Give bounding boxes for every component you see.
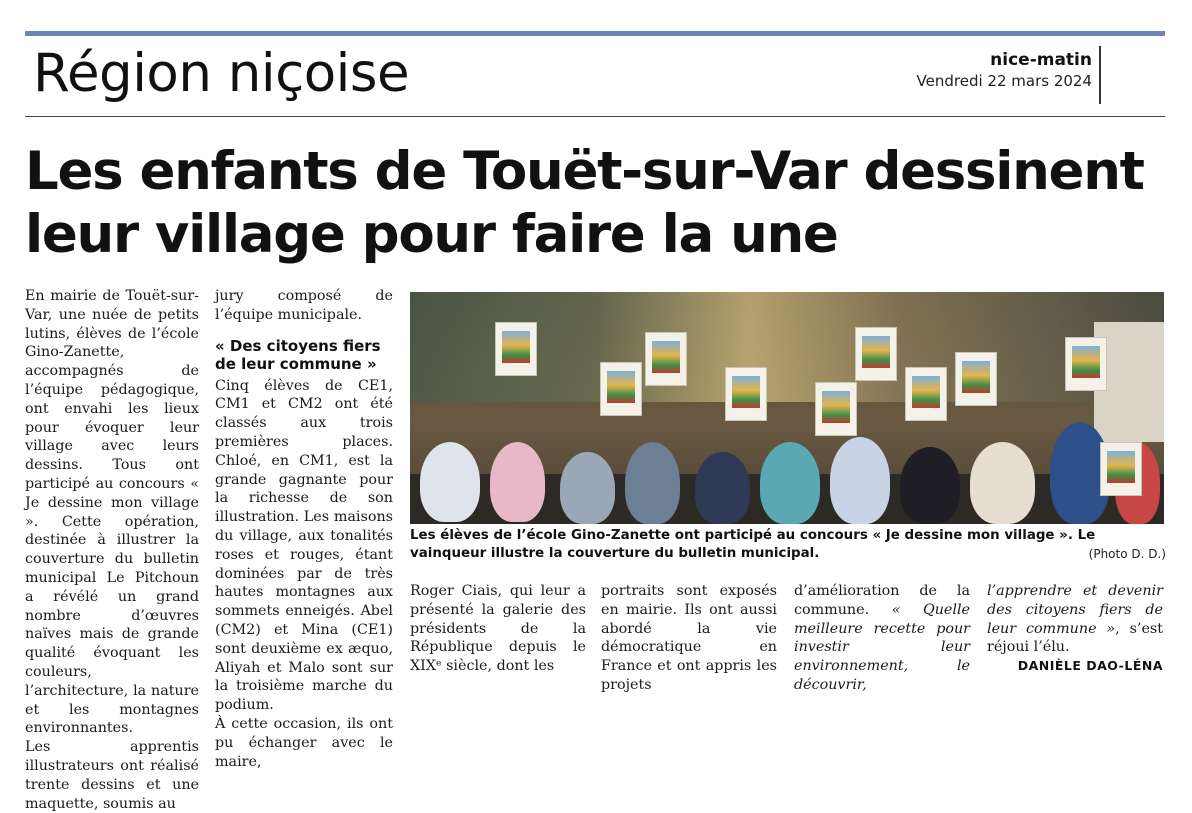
masthead-divider <box>1099 46 1101 104</box>
paragraph <box>794 582 970 695</box>
child-drawing <box>815 382 857 436</box>
child-figure <box>490 442 545 522</box>
child-drawing <box>855 327 897 381</box>
quote-text: « Quelle meilleure recette pour investir leur environnement, le découvrir, <box>794 601 970 693</box>
child-drawing <box>600 362 642 416</box>
child-figure <box>695 452 750 524</box>
child-figure <box>970 442 1035 524</box>
child-figure <box>900 447 960 524</box>
child-figure <box>625 442 680 524</box>
child-figure <box>560 452 615 524</box>
article-photo <box>410 292 1164 524</box>
paragraph: jury composé de l’équipe municipale. <box>215 288 393 323</box>
child-drawing <box>1100 442 1142 496</box>
top-color-bar <box>25 31 1165 36</box>
issue-date: Vendredi 22 mars 2024 <box>916 72 1092 90</box>
child-drawing <box>495 322 537 376</box>
child-drawing <box>645 332 687 386</box>
child-figure <box>830 437 890 524</box>
child-drawing <box>725 367 767 421</box>
article-column-3 <box>410 582 586 676</box>
paragraph: portraits sont exposés en mairie. Ils ont aussi abordé la vie démocratique en France et ont appris les projets <box>601 583 777 693</box>
newspaper-brand: nice-matin <box>990 50 1092 70</box>
photo-credit: (Photo D. D.) <box>1088 547 1166 561</box>
article-column-1 <box>25 287 199 813</box>
article-subhead: « Des citoyens fiers de leur commune » <box>215 336 381 373</box>
child-figure <box>760 442 820 524</box>
article-column-6 <box>987 582 1163 676</box>
author-byline: DANIÈLE DAO-LÉNA <box>1017 658 1163 674</box>
header-rule <box>25 116 1165 117</box>
paragraph: Cinq élèves de CE1, CM1 et CM2 ont été classés aux trois premières places. Chloé, en CM1, est la grande gagnante pour la richesse de son illustration. Les maisons du village, aux tonalités roses et rouges, étant dominées par de très hautes montagnes aux sommets enneigés. Abel (CM2) et Mina (CE1) sont deuxième ex æquo, Aliyah et Malo sont sur la troisième marche du podium. <box>215 377 393 714</box>
article-column-5 <box>794 582 970 695</box>
article-column-4 <box>601 582 777 695</box>
paragraph: À cette occasion, ils ont pu échanger avec le maire, <box>215 715 393 770</box>
paragraph-text: , s’est réjoui l’élu. <box>987 620 1163 656</box>
paragraph: En mairie de Touët-sur-Var, une nuée de petits lutins, élèves de l’école Gino-Zanette, accompagnés de l’équipe pédagogique, ont envahi les lieux pour évoquer leur village avec leurs dessins. Tous ont participé au concours « Je dessine mon village ». Cette opération, destinée à illustrer la couverture du bulletin municipal Le Pitchoun a révélé un grand nombre d’œuvres naïves mais de grande qualité évoquant les couleurs, l’architecture, la nature et les montagnes environnantes. <box>25 288 199 737</box>
child-drawing <box>905 367 947 421</box>
paragraph-text: d’amélioration de la commune. <box>794 583 970 618</box>
child-drawing <box>955 352 997 406</box>
article-headline: Les enfants de Touët-sur-Var dessinent leur village pour faire la une <box>25 141 1144 265</box>
paragraph: Les apprentis illustrateurs ont réalisé trente dessins et une maquette, soumis au <box>25 739 199 812</box>
photo-caption: Les élèves de l’école Gino-Zanette ont participé au concours « Je dessine mon village ». Le vainqueur illustre la couverture du bulletin municipal. <box>410 528 1096 561</box>
article-column-2 <box>215 287 393 771</box>
child-figure <box>420 442 480 522</box>
masthead <box>917 50 1092 92</box>
paragraph <box>987 582 1163 657</box>
child-drawing <box>1065 337 1107 391</box>
paragraph: Roger Ciais, qui leur a présenté la galerie des présidents de la République depuis le XIXᵉ siècle, dont les <box>410 583 586 675</box>
quote-text: l’apprendre et devenir des citoyens fiers de leur commune » <box>987 583 1163 637</box>
section-title: Région niçoise <box>33 43 410 104</box>
